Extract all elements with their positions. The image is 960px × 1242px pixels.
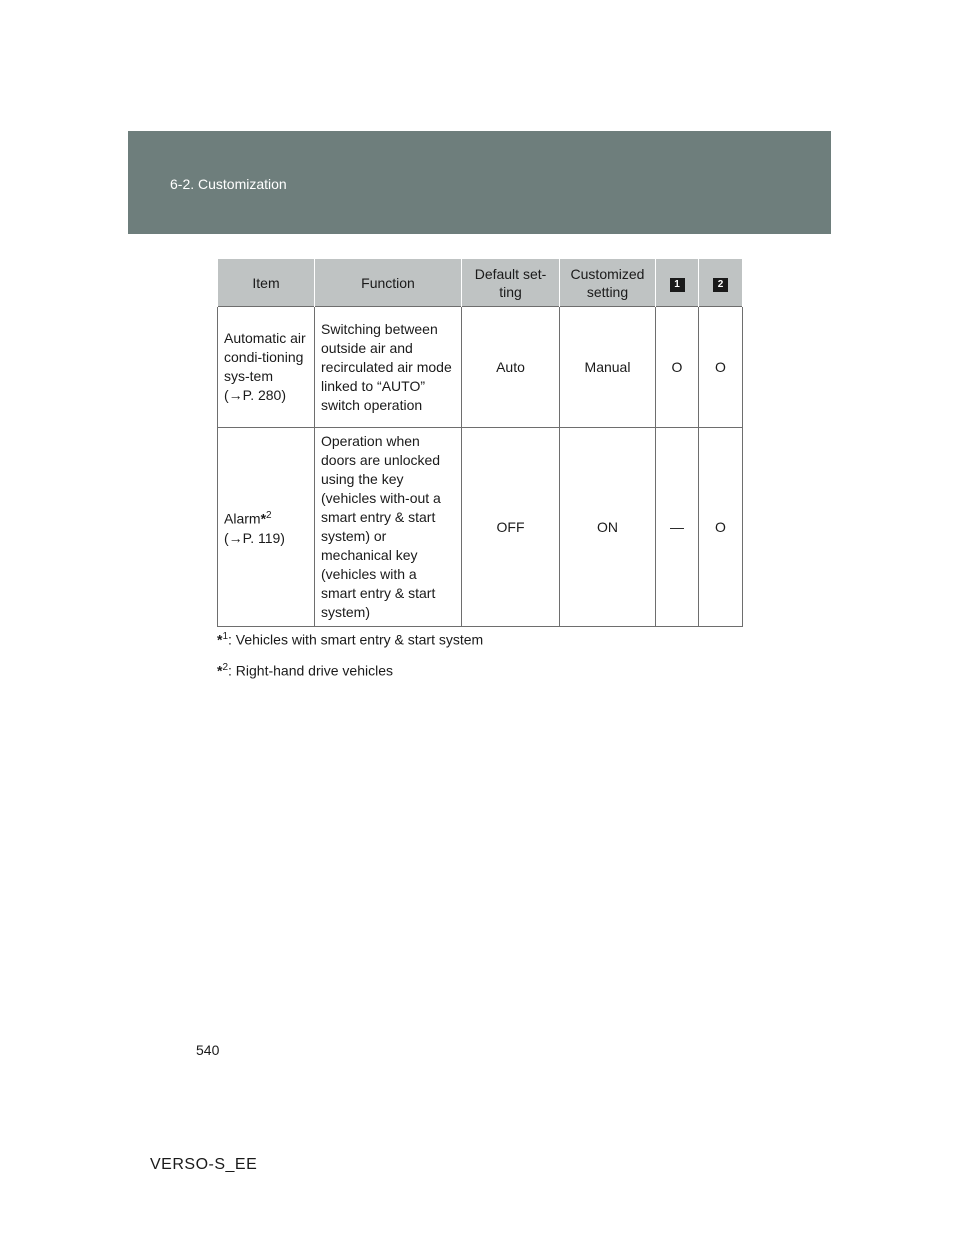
footnote-number: 2 (266, 510, 272, 522)
column-header-function: Function (315, 259, 462, 307)
number-1-icon: 1 (670, 278, 685, 292)
column-header-2 (699, 259, 743, 307)
section-header-band (128, 131, 831, 234)
footnote-1: *$^1$: Vehicles with smart entry & start system (217, 631, 484, 648)
column-header-default: Default set- ting (462, 259, 560, 307)
availability-1-cell: O (656, 307, 699, 428)
function-cell: Switching between outside air and recirculated air mode linked to “AUTO” switch operation (315, 307, 462, 428)
page-reference: (→P. 119) (224, 529, 285, 546)
column-header-item: Item (218, 259, 315, 307)
column-header-customized: Customized setting (560, 259, 656, 307)
table-row (218, 428, 743, 627)
customized-setting-cell: Manual (560, 307, 656, 428)
customization-table (217, 259, 743, 627)
column-header-1 (656, 259, 699, 307)
customized-setting-cell: ON (560, 428, 656, 627)
table-header-row (218, 259, 743, 307)
availability-1-cell: — (656, 428, 699, 627)
footnote-mark: * (260, 510, 267, 527)
item-name: Automatic air condi-tioning sys-tem (224, 330, 306, 384)
item-cell (218, 428, 315, 627)
page-number: 540 (196, 1042, 220, 1058)
table-row (218, 307, 743, 428)
availability-2-cell: O (699, 307, 743, 428)
footnotes (217, 628, 483, 689)
footnote-2: *$^2$: Right-hand drive vehicles (217, 661, 393, 679)
availability-2-cell: O (699, 428, 743, 627)
default-setting-cell: Auto (462, 307, 560, 428)
item-name: Alarm (224, 510, 261, 527)
function-cell: Operation when doors are unlocked using the key (vehicles with-out a smart entry & start system) or mechanical key (vehicles with a smart entry & start system) (315, 428, 462, 627)
section-title: 6-2. Customization (170, 176, 287, 192)
model-code: VERSO-S_EE (150, 1156, 258, 1173)
default-setting-cell: OFF (462, 428, 560, 627)
page-reference: (→P. 280) (224, 387, 286, 403)
number-2-icon: 2 (713, 278, 728, 292)
item-cell (218, 307, 315, 428)
